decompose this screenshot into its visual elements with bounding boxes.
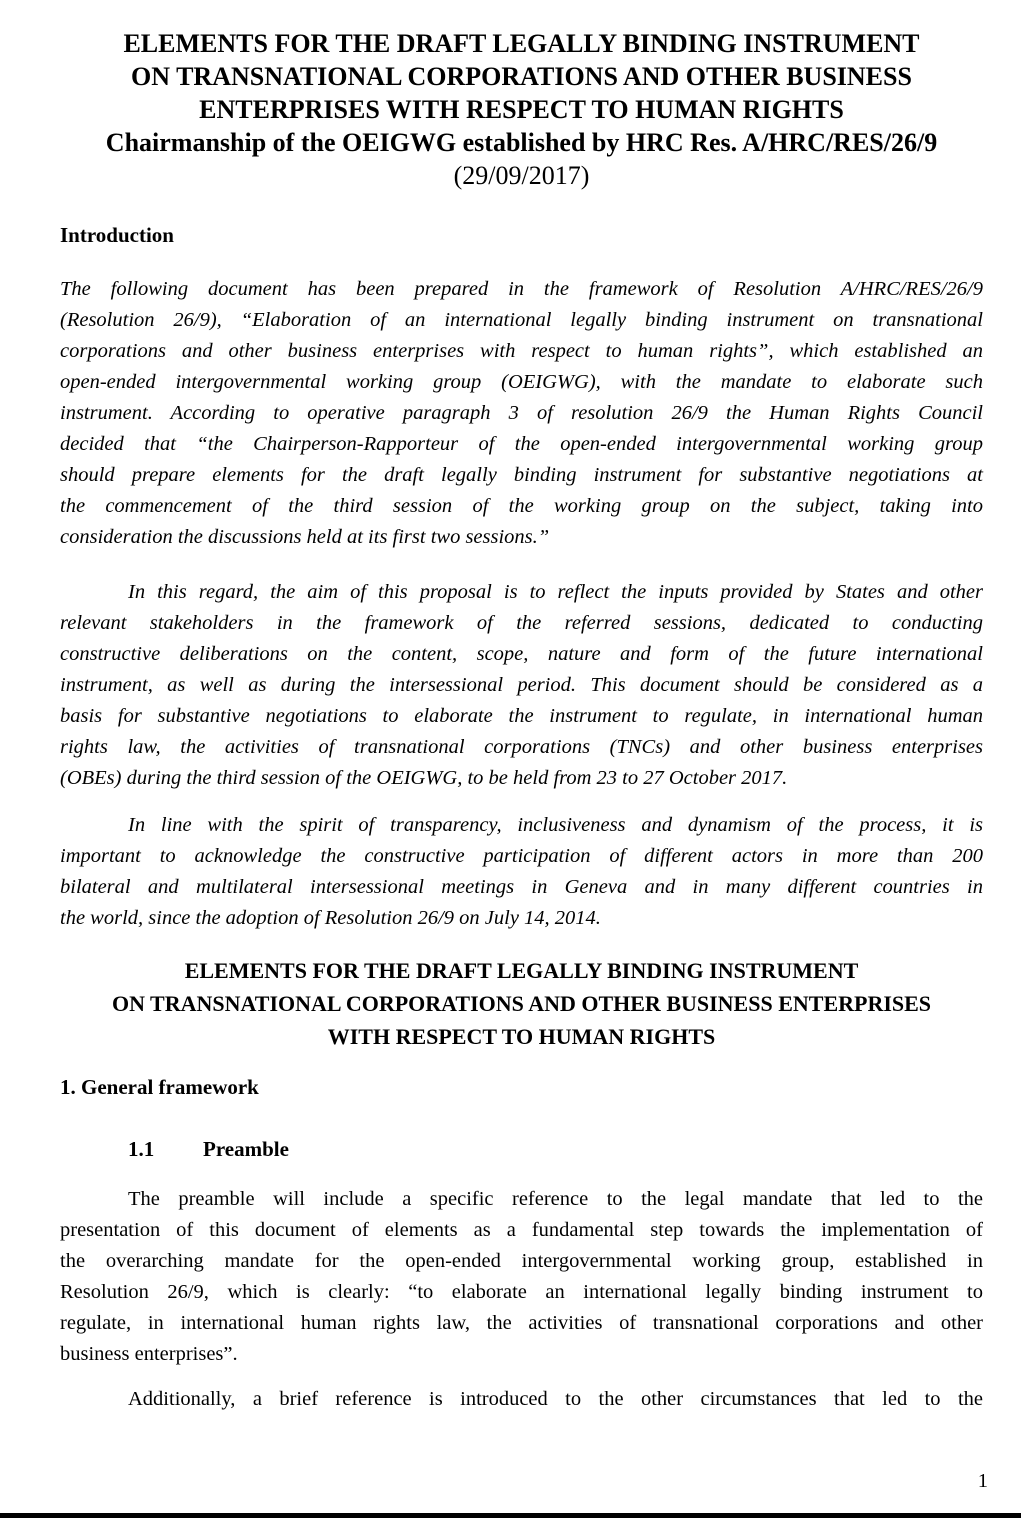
text-line: rights law, the activities of transnational corporations (TNCs) and other business enterprises bbox=[60, 736, 983, 758]
text-line: (OBEs) during the third session of the OEIGWG, to be held from 23 to 27 October 2017. bbox=[60, 767, 788, 789]
text-line: instrument. According to operative paragraph 3 of resolution 26/9 the Human Rights Council bbox=[60, 402, 983, 424]
subsection-title: Preamble bbox=[203, 1137, 289, 1161]
text-line: basis for substantive negotiations to elaborate the instrument to regulate, in international human bbox=[60, 705, 983, 727]
text-line: open-ended intergovernmental working group (OEIGWG), with the mandate to elaborate such bbox=[60, 371, 983, 393]
text-line: business enterprises”. bbox=[60, 1343, 238, 1365]
text-line: Additionally, a brief reference is introduced to the other circumstances that led to the bbox=[128, 1388, 983, 1410]
text-line: bilateral and multilateral intersessional meetings in Geneva and in many different countries in bbox=[60, 876, 983, 898]
title-line-3: ENTERPRISES WITH RESPECT TO HUMAN RIGHTS bbox=[199, 95, 844, 124]
intro-paragraph-1 bbox=[60, 274, 983, 553]
text-line: (Resolution 26/9), “Elaboration of an international legally binding instrument on transnational bbox=[60, 309, 983, 331]
text-line: the world, since the adoption of Resolution 26/9 on July 14, 2014. bbox=[60, 907, 601, 929]
subsection-number: 1.1 bbox=[128, 1137, 155, 1161]
title-line-1: ELEMENTS FOR THE DRAFT LEGALLY BINDING INSTRUMENT bbox=[123, 29, 920, 58]
title-line-2: ON TRANSNATIONAL CORPORATIONS AND OTHER BUSINESS bbox=[131, 62, 912, 91]
preamble-paragraph-1 bbox=[60, 1184, 983, 1370]
text-line: The preamble will include a specific reference to the legal mandate that led to the bbox=[128, 1188, 983, 1210]
intro-paragraph-3 bbox=[60, 810, 983, 934]
text-line: should prepare elements for the draft legally binding instrument for substantive negotiations at bbox=[60, 464, 983, 486]
text-line: presentation of this document of elements as a fundamental step towards the implementation of bbox=[60, 1219, 983, 1241]
elements-heading-line-1: ELEMENTS FOR THE DRAFT LEGALLY BINDING INSTRUMENT bbox=[184, 958, 859, 983]
section-1-heading: 1. General framework bbox=[60, 1075, 259, 1099]
text-line: corporations and other business enterprises with respect to human rights”, which established an bbox=[60, 340, 983, 362]
text-line: The following document has been prepared in the framework of Resolution A/HRC/RES/26/9 bbox=[60, 278, 983, 300]
text-line: important to acknowledge the constructive participation of different actors in more than 200 bbox=[60, 845, 983, 867]
text-line: regulate, in international human rights law, the activities of transnational corporations and other bbox=[60, 1312, 983, 1334]
elements-heading-line-3: WITH RESPECT TO HUMAN RIGHTS bbox=[327, 1024, 716, 1049]
text-line: In this regard, the aim of this proposal is to reflect the inputs provided by States and other bbox=[128, 581, 983, 603]
text-line: consideration the discussions held at its first two sessions.” bbox=[60, 526, 550, 548]
title-date-line: (29/09/2017) bbox=[453, 161, 590, 190]
document-title bbox=[60, 27, 983, 192]
text-line: Resolution 26/9, which is clearly: “to elaborate an international legally binding instrument to bbox=[60, 1281, 983, 1303]
text-line: decided that “the Chairperson-Rapporteur of the open-ended intergovernmental working group bbox=[60, 433, 983, 455]
subsection-1-1-heading bbox=[60, 1137, 983, 1161]
intro-paragraph-2 bbox=[60, 577, 983, 794]
page-number: 1 bbox=[977, 1470, 988, 1492]
text-line: the commencement of the third session of the working group on the subject, taking into bbox=[60, 495, 983, 517]
preamble-paragraph-2 bbox=[60, 1384, 983, 1415]
elements-heading-line-2: ON TRANSNATIONAL CORPORATIONS AND OTHER BUSINESS ENTERPRISES bbox=[111, 991, 932, 1016]
text-line: relevant stakeholders in the framework of the referred sessions, dedicated to conducting bbox=[60, 612, 983, 634]
text-line: constructive deliberations on the content, scope, nature and form of the future international bbox=[60, 643, 983, 665]
title-chairmanship-line: Chairmanship of the OEIGWG established by HRC Res. A/HRC/RES/26/9 bbox=[105, 128, 938, 157]
text-line: the overarching mandate for the open-ended intergovernmental working group, established in bbox=[60, 1250, 983, 1272]
text-line: instrument, as well as during the intersessional period. This document should be considered as a bbox=[60, 674, 983, 696]
text-line: In line with the spirit of transparency, inclusiveness and dynamism of the process, it is bbox=[128, 814, 983, 836]
elements-section-heading bbox=[60, 954, 983, 1053]
introduction-heading: Introduction bbox=[60, 223, 174, 247]
bottom-border-line bbox=[0, 1513, 1021, 1518]
